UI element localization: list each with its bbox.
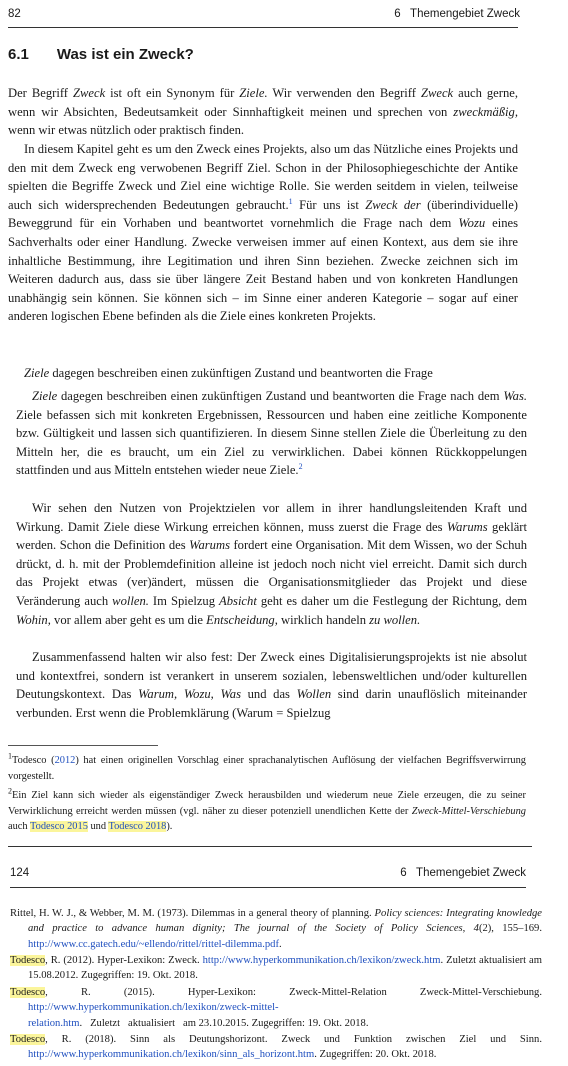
paragraph: Zusammenfassend halten wir also fest: Der Zweck eines Digitalisierungsprojekts ist nie absolut und kontextfrei, sondern ist verankert in unserem sozialen, lebensweltlichen und/oder kulturellen Deutungskontext. Das Warum, Wozu, Was und das Wollen sind darin unauflöslich miteinander verbunden. Erst wenn die Problemklärung (Warum = Spielzug bbox=[16, 650, 528, 720]
reference-url[interactable]: http://www.hyperkommunikation.ch/lexikon/sinn_als_horizont.htm bbox=[28, 1049, 315, 1061]
reference-url[interactable]: http://www.hyperkommunikation.ch/lexikon/zweck-mittel-relation.htm bbox=[28, 1002, 279, 1029]
page-separator bbox=[8, 846, 532, 847]
section-heading bbox=[8, 46, 194, 64]
footnote-link[interactable]: 2012 bbox=[54, 755, 76, 766]
paragraph: In diesem Kapitel geht es um den Zweck eines Projekts, also um das Nützliche eines Projekts und den mit dem Zweck eng verwobenen Begriff Ziel. Schon in der Philosophiegeschichte der Antike spielten die Begriffe Zweck und Ziel eine wichtige Rolle. Sie werden seitdem in vielen, teilweise auch sich widersprechenden Bedeutungen gebraucht.$^1$ Für uns ist Zweck der (überindividuelle) Beweggrund für ein Vorhaben und beantwortet vornehmlich die Frage nach dem Wozu eines Sachverhalts oder einer Handlung. Zwecke verweisen immer auf einen Kontext, aus dem sie ihre inhaltliche Bestimmung, ihre Legitimation und ihren Sinn beziehen. Zwecke zeichnen sich im Weiteren dadurch aus, dass sie über längere Zeit Bestand haben und von konkreten Handlungen unabhängig sein können. Sie können sich – im Sinne einer anderen Kategorie – sogar auf einer anderen logischen Ebene befinden als die Ziele eines konkreten Projekts. bbox=[8, 142, 518, 324]
footnote-ref-1[interactable]: 1 bbox=[288, 196, 293, 206]
reference-url[interactable]: http://www.cc.gatech.edu/~ellendo/rittel/rittel-dilemma.pdf bbox=[28, 938, 279, 950]
header-rule bbox=[8, 27, 518, 28]
footnote-link[interactable]: Todesco 2015 bbox=[30, 821, 88, 832]
section-number: 6.1 bbox=[8, 46, 29, 63]
footnote-ref-2[interactable]: 2 bbox=[298, 462, 303, 472]
footnote-2: $^2$Ein Ziel kann sich wieder als eigenständiger Zweck herausbilden und wiederum neue Ziele erzeugen, die zu seiner Verwirklichung erreicht werden müssen (vgl. näher zu dieser potenziell unendlichen Kette der Zweck-Mittel-Verschiebung auch Todesco 2015 und Todesco 2018). bbox=[8, 786, 526, 832]
footnote-link[interactable]: Todesco 2018 bbox=[108, 821, 167, 832]
paragraph: Ziele dagegen beschreiben einen zukünftigen Zustand und beantworten die Frage nach dem Was. Ziele befassen sich mit konkreten Ergebnissen, Ressourcen und haben eine zeitliche Komponente bzw. Gültigkeit und lassen sich quantifizieren. In diesem Sinne stellen Ziele die Überleitung zu den Mitteln her, die es braucht, um ein Ziel zu verwirklichen. Dabei können Rückkoppelungen stattfinden und aus Mitteln entstehen wieder neue Ziele.$^2$ bbox=[16, 389, 527, 478]
reference-entry: Todesco, R. (2018). Sinn als Deutungshorizont. Zweck und Funktion zwischen Ziel und Sinn. http://www.hyperkommunikation.ch/lexikon/sinn_als_horizont.htm. Zugegriffen: 20. Okt. 2018. bbox=[10, 1034, 542, 1061]
reference-entry: Todesco, R. (2012). Hyper-Lexikon: Zweck. http://www.hyperkommunikation.ch/lexikon/zweck.htm. Zuletzt aktualisiert am 15.08.2012. Zugegriffen: 19. Okt. 2018. bbox=[10, 955, 542, 982]
reference-url[interactable]: http://www.hyperkommunikation.ch/lexikon/zweck.htm bbox=[202, 955, 441, 966]
reference-entry: Todesco, R. (2015). Hyper-Lexikon: Zweck-Mittel-Relation Zweck-Mittel-Verschiebung. http://www.hyperkommunikation.ch/lexikon/zweck-mittel-relation.htm. Zuletzt aktualisiert am 23.10.2015. Zugegriffen: 19. Okt. 2018. bbox=[10, 987, 542, 1029]
search-highlight: Todesco bbox=[10, 955, 46, 966]
search-highlight: Todesco bbox=[10, 987, 46, 998]
footnote-1: $^1$Todesco (2012) hat einen originellen Vorschlag einer sprachanalytischen Auflösung der vielfachen Begriffsverwirrung vorgestellt. bbox=[8, 751, 526, 782]
page-number: 124 bbox=[10, 867, 30, 879]
section-title: Was ist ein Zweck? bbox=[56, 46, 194, 63]
search-highlight: Todesco bbox=[10, 1034, 46, 1045]
header-rule bbox=[10, 887, 526, 888]
reference-entry: Rittel, H. W. J., & Webber, M. M. (1973). Dilemmas in a general theory of planning. Policy sciences: Integrating knowledge and practice to advance human dignity; The journal of the Society of Policy Sciences, 4(2), 155–169. http://www.cc.gatech.edu/~ellendo/rittel/rittel-dilemma.pdf. bbox=[10, 908, 543, 950]
footnote-rule bbox=[8, 745, 158, 746]
page-number: 82 bbox=[8, 8, 21, 20]
paragraph-cut-line: Ziele dagegen beschreiben einen zukünftigen Zustand und beantworten die Frage bbox=[24, 366, 433, 380]
paragraph: Wir sehen den Nutzen von Projektzielen vor allem in ihrer handlungsleitenden Kraft und Wirkung. Damit Ziele diese Wirkung erreichen können, muss zuerst die Frage des Warums geklärt werden. Schon die Definition des Warums fordert eine Organisation. Mit dem Wissen, wo der Schuh drückt, d. h. mit der Problemdefinition alleine ist jedoch noch nicht viel erreicht. Damit sich durch das Projekt etwas (ver)ändert, müssen die Organisationsmitglieder das Projekt und diese Veränderung auch wollen. Im Spielzug Absicht geht es daher um die Festlegung der Richtung, dem Wohin, vor allem aber geht es um die Entscheidung, wirklich handeln zu wollen. bbox=[16, 501, 528, 627]
running-header: 6 Themengebiet Zweck bbox=[400, 867, 526, 879]
running-header: 6 Themengebiet Zweck bbox=[394, 8, 520, 20]
paragraph: Der Begriff Zweck ist oft ein Synonym für Ziele. Wir verwenden den Begriff Zweck auch gerne, wenn wir Absichten, Bedeutsamkeit oder Sinnhaftigkeit meinen und sprechen von zweckmäßig, wenn wir etwas nützlich oder praktisch finden. bbox=[8, 86, 518, 138]
